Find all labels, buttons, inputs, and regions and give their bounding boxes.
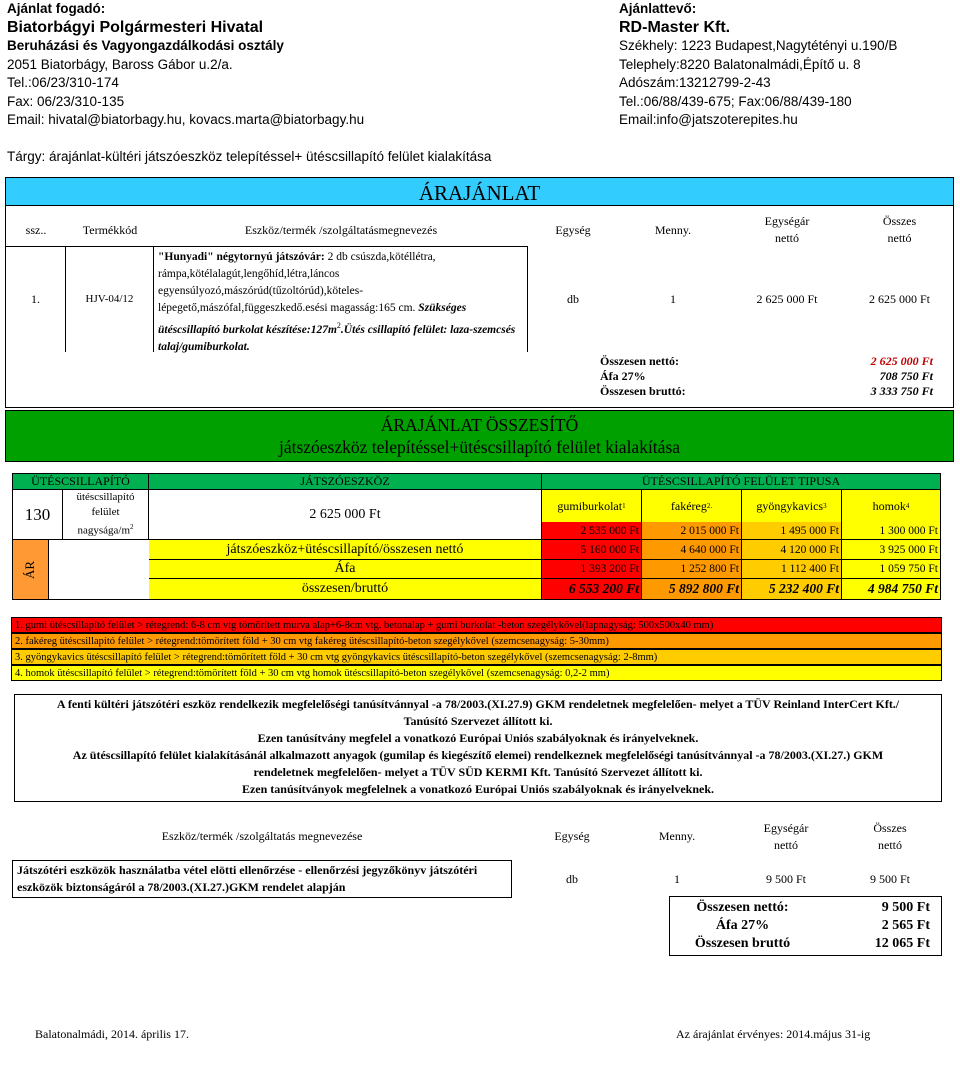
offer-vat-label: Áfa 27%	[600, 369, 646, 383]
insp-net: 9 500 Ft	[881, 900, 930, 915]
row-qty: 1	[670, 291, 676, 306]
surface-type-name: homok	[872, 498, 906, 513]
row-desc-body: 2 db csúszda,kötéllétra, rámpa,kötélalagút,lengőhíd,létra,láncos egyensúlyozó,mászórúd(tűzoltórúd),köteles-lépegető,mászófal,függeszkedő.esési magasság:165 cm.	[158, 251, 436, 314]
cert-p2-l2: rendeletnek megfelelően- melyet a TÜV SÜD KERMI Kft. Tanúsító Szervezet állított ki.	[253, 765, 703, 779]
sum-col-left: ÜTÉSCSILLAPÍTÓ	[13, 474, 149, 490]
insp-col-unit-price-l2: nettó	[774, 837, 798, 852]
recipient-email: Email: hivatal@biatorbagy.hu, kovacs.marta@biatorbagy.hu	[7, 112, 365, 127]
surface-type-1	[542, 490, 642, 522]
row-unit: db	[567, 291, 579, 306]
surface-type-sup: 4	[905, 502, 910, 510]
summary-subtitle: játszóeszköz telepítéssel+ütéscsillapító felület kialakítása	[278, 437, 681, 457]
surface-net-2: 4 640 000 Ft	[642, 540, 742, 560]
insp-vat: 2 565 Ft	[881, 918, 930, 933]
surface-price-4: 1 300 000 Ft	[842, 522, 940, 540]
insp-col-qty: Menny.	[658, 829, 696, 843]
cert-p2-l1: Az ütéscsillapító felület kialakításánál alkalmazott anyagok (gumilap és kiegészítő elemei) rendelkeznek megfelelőségi tanúsítvánnyal -a 78/2003.(XI.27.) GKM	[72, 748, 884, 762]
insp-totals-values	[830, 899, 930, 953]
area-label	[63, 490, 149, 540]
sender-site: Telephely:8220 Balatonalmádi,Építő u. 8	[619, 56, 861, 72]
row-unit-price: 2 625 000 Ft	[756, 291, 818, 306]
recipient-label: Ajánlat fogadó:	[7, 1, 106, 16]
certification-box	[14, 694, 942, 802]
insp-totals-labels	[670, 899, 815, 953]
sum-col-mid: JÁTSZÓESZKÖZ	[149, 474, 542, 490]
surface-gross-4: 4 984 750 Ft	[842, 579, 940, 599]
recipient-fax: Fax: 06/23/310-135	[7, 93, 125, 109]
surface-price-3: 1 495 000 Ft	[742, 522, 842, 540]
offer-net-label: Összesen nettó:	[600, 354, 679, 368]
insp-col-unit: Egység	[554, 829, 590, 843]
offer-gross: 3 333 750 Ft	[870, 384, 933, 398]
row-description	[154, 246, 528, 352]
surface-type-sup: 1	[622, 502, 626, 510]
row-desc-title: "Hunyadi" négytornyú játszóvár:	[158, 251, 325, 263]
surface-type-sup: 3	[823, 502, 827, 510]
surface-type-name: gyöngykavics	[756, 498, 824, 513]
note-1: 1. gumi ütéscsillapító felület > rétegrend: 6-8 cm vtg tömörített murva alap+6-8cm vtg. betonalap + gumi burkolat -beton szegélykővel(lapnagyság: 500x500x40 mm)	[11, 617, 942, 633]
col-total-l1: Összes	[882, 214, 917, 228]
price-vertical-label: ÁR	[22, 560, 38, 579]
offer-vat: 708 750 Ft	[879, 369, 933, 383]
surface-vat-2: 1 252 800 Ft	[642, 560, 742, 579]
insp-row-unit-price: 9 500 Ft	[765, 871, 806, 886]
insp-row-qty: 1	[674, 871, 680, 886]
sum-net-label: játszóeszköz+ütéscsillapító/összesen nettó	[149, 540, 542, 560]
insp-col-total	[840, 815, 940, 858]
sum-col-right: ÜTÉSCSILLAPÍTÓ FELÜLET TIPUSA	[542, 474, 940, 490]
surface-type-sup: 2.	[706, 502, 713, 510]
col-name: Eszköz/termék /szolgáltatásmegnevezés	[244, 222, 438, 237]
offer-table	[5, 177, 954, 408]
insp-col-unit-price-l1: Egységár	[763, 820, 809, 835]
cert-p1-l1: A fenti kültéri játszótéri eszköz rendelkezik megfelelőségi tanúsítvánnyal -a 78/2003.(XI.27.9) GKM rendeletnek megfelelően- melyet a TÜV Reinland InterCert Kft./	[56, 697, 900, 711]
insp-col-name: Eszköz/termék /szolgáltatás megnevezése	[161, 829, 363, 843]
recipient-block	[7, 0, 477, 130]
insp-totals	[669, 896, 942, 956]
area-label-l1: ütéscsillapító	[76, 491, 135, 504]
sender-tax: Adószám:13212799-2-43	[619, 75, 771, 90]
surface-gross-2: 5 892 800 Ft	[642, 579, 742, 599]
surface-type-name: fakéreg	[670, 498, 707, 513]
surface-price-2: 2 015 000 Ft	[642, 522, 742, 540]
surface-type-name: gumiburkolat	[557, 498, 623, 513]
sender-email: Email:info@jatszoterepites.hu	[619, 112, 798, 127]
sum-gross-label: összesen/bruttó	[149, 579, 542, 599]
offer-gross-label: Összesen bruttó:	[600, 384, 686, 398]
inspection-table	[12, 815, 942, 960]
sender-tel: Tel.:06/88/439-675; Fax:06/88/439-180	[619, 93, 852, 109]
summary-title: ÁRAJÁNLAT ÖSSZESÍTŐ	[380, 415, 579, 435]
sender-org: RD-Master Kft.	[619, 18, 731, 36]
surface-vat-1: 1 393 200 Ft	[542, 560, 642, 579]
recipient-org: Biatorbágyi Polgármesteri Hivatal	[7, 18, 264, 36]
subject-line: Tárgy: árajánlat-kültéri játszóeszköz telepítéssel+ ütéscsillapító felület kialakítása	[7, 149, 492, 164]
col-unit: Egység	[555, 222, 591, 237]
col-qty: Menny.	[654, 222, 692, 237]
area-label-sup: 2	[130, 523, 134, 532]
footer-validity: Az árajánlat érvényes: 2014.május 31-ig	[676, 1027, 871, 1041]
surface-vat-4: 1 059 750 Ft	[842, 560, 940, 579]
surface-vat-3: 1 112 400 Ft	[742, 560, 842, 579]
cert-p1-l3: Ezen tanúsítvány megfelel a vonatkozó Európai Uniós szabályoknak és irányelveknek.	[257, 731, 699, 745]
price-vertical-cell	[13, 540, 49, 599]
insp-col-total-l1: Összes	[873, 820, 907, 835]
offer-title: ÁRAJÁNLAT	[418, 181, 541, 205]
insp-row-desc: Játszótéri eszközök használatba vétel elötti ellenőrzése - ellenőrzési jegyzőkönyv játszótéri eszközök biztonságáról a 78/2003.(XI.27.)GKM rendelet alapján	[12, 860, 512, 898]
insp-gross: 12 065 Ft	[874, 936, 930, 951]
row-total: 2 625 000 Ft	[868, 291, 930, 306]
sender-block	[619, 0, 954, 130]
insp-net-label: Összesen nettó:	[696, 900, 789, 915]
device-price: 2 625 000 Ft	[149, 490, 542, 540]
cert-p1-l2: Tanúsító Szervezet állított ki.	[403, 714, 553, 728]
recipient-address: 2051 Biatorbágy, Baross Gábor u.2/a.	[7, 56, 233, 72]
col-total-l2: nettó	[887, 231, 912, 245]
surface-net-3: 4 120 000 Ft	[742, 540, 842, 560]
row-desc-note2: .Ütés csillapító felület: laza-szemcsés talaj/gumiburkolat.	[158, 323, 516, 353]
row-code: HJV-04/12	[66, 246, 154, 352]
area-label-l3-text: nagysága/m	[77, 524, 131, 537]
footer-place-date: Balatonalmádi, 2014. április 17.	[35, 1027, 189, 1041]
area-label-l3	[77, 520, 133, 539]
insp-col-unit-price	[736, 815, 836, 858]
note-3: 3. gyöngykavics ütéscsillapító felület > rétegrend:tömörített föld + 30 cm vtg gyöngykavics ütéscsillapító-beton szegélykővel (szemcsenagyság: 2-8mm)	[11, 649, 942, 665]
surface-type-4	[842, 490, 940, 522]
surface-type-3	[742, 490, 842, 522]
recipient-dept: Beruházási és Vagyongazdálkodási osztály	[7, 38, 284, 53]
sum-vat-label: Áfa	[149, 560, 542, 579]
row-desc-note: Szükséges ütéscsillapító burkolat készítése:127m	[158, 302, 467, 336]
recipient-tel: Tel.:06/23/310-174	[7, 75, 119, 90]
offer-totals-labels	[600, 354, 686, 399]
surface-net-4: 3 925 000 Ft	[842, 540, 940, 560]
surface-gross-3: 5 232 400 Ft	[742, 579, 842, 599]
row-desc-sup: 2	[336, 321, 341, 330]
summary-title-bar	[5, 410, 954, 462]
col-code: Termékkód	[82, 222, 138, 237]
col-unit-price-l2: nettó	[775, 231, 799, 245]
col-unit-price-l1: Egységár	[764, 214, 810, 228]
note-2: 2. fakéreg ütéscsillapító felület > rétegrend:tömörített föld + 30 cm vtg fakéreg ütéscsillapító-beton szegélykővel (szemcsenagyság: 5-30mm)	[11, 633, 942, 649]
insp-row-total: 9 500 Ft	[869, 871, 910, 886]
cert-p2-l3: Ezen tanúsítványok megfelelnek a vonatkozó Európai Uniós szabályoknak és irányelveknek.	[241, 782, 715, 796]
sender-label: Ajánlattevő:	[619, 1, 697, 16]
row-no: 1.	[6, 246, 66, 352]
col-no: ssz..	[25, 222, 47, 237]
area-value: 130	[13, 490, 63, 540]
note-4: 4. homok ütéscsillapító felület > rétegrend:tömörített föld + 30 cm vtg homok ütéscsillapító-beton szegélykővel (szemcsenagyság: 0,2-2 mm)	[11, 665, 942, 681]
area-label-l2: felület	[91, 506, 120, 519]
sender-seat: Székhely: 1223 Budapest,Nagytétényi u.190/B	[619, 38, 898, 53]
insp-row-unit: db	[566, 871, 578, 886]
offer-title-bar	[6, 178, 953, 206]
surface-type-2	[642, 490, 742, 522]
surface-gross-1: 6 553 200 Ft	[542, 579, 642, 599]
offer-net: 2 625 000 Ft	[870, 354, 933, 368]
surface-net-1: 5 160 000 Ft	[542, 540, 642, 560]
insp-gross-label: Összesen bruttó	[694, 936, 791, 951]
offer-totals-values	[842, 354, 933, 399]
surface-price-1: 2 535 000 Ft	[542, 522, 642, 540]
insp-vat-label: Áfa 27%	[715, 918, 770, 933]
summary-table	[12, 473, 941, 600]
insp-col-total-l2: nettó	[878, 837, 902, 852]
